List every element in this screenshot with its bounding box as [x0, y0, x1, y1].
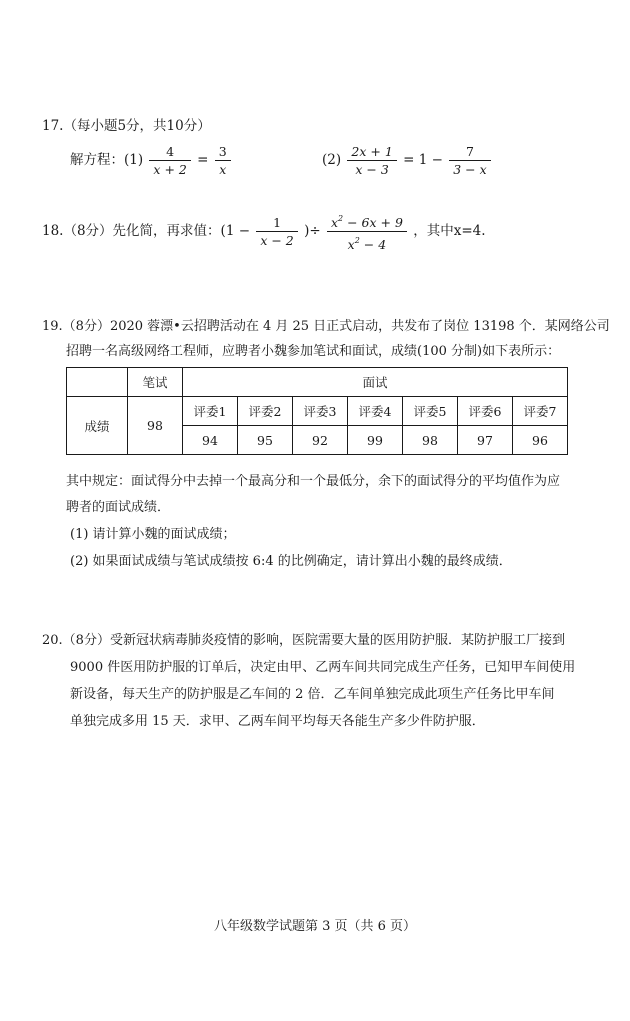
- row-label-score: 成绩: [67, 397, 128, 455]
- q20-line-4: 单独完成多用 15 天．求甲、乙两车间平均每天各能生产多少件防护服．: [70, 714, 485, 729]
- q18-fraction-1: $\frac{1}{x - 2}$: [256, 215, 297, 248]
- score-table: [66, 367, 568, 455]
- judge-score: 98: [403, 426, 458, 455]
- table-row: [67, 397, 568, 426]
- q17-p2-equals: = 1 −: [403, 152, 443, 168]
- q17-p1-equals: =: [197, 152, 209, 168]
- q18-prefix: 18.（8分）先化简，再求值：(1 −: [42, 223, 251, 239]
- judge-header: 评委5: [403, 397, 458, 426]
- q18-suffix: ，其中x=4.: [413, 223, 486, 239]
- q20-line-1: 20.（8分）受新冠状病毒肺炎疫情的影响，医院需要大量的医用防护服．某防护服工厂接到: [42, 633, 565, 648]
- q18-divide: )÷: [304, 223, 321, 239]
- q19-rule-2: 聘者的面试成绩．: [66, 500, 171, 515]
- q19-rule-1: 其中规定：面试得分中去掉一个最高分和一个最低分，余下的面试得分的平均值作为应: [66, 474, 561, 489]
- judge-score: 99: [348, 426, 403, 455]
- written-header: 笔试: [128, 368, 183, 397]
- q19-sub-1: (1) 请计算小魏的面试成绩；: [70, 527, 236, 542]
- q17-lead: 解方程：(1): [70, 152, 144, 168]
- q19-line-2: 招聘一名高级网络工程师，应聘者小魏参加笔试和面试，成绩(100 分制)如下表所示：: [66, 344, 561, 359]
- judge-header: 评委3: [293, 397, 348, 426]
- judge-header: 评委2: [238, 397, 293, 426]
- interview-header: 面试: [183, 368, 568, 397]
- q17-part2: [322, 144, 493, 177]
- table-row: [67, 368, 568, 397]
- judge-header: 评委4: [348, 397, 403, 426]
- q18-fraction-2: $\frac{x^2 - 6x + 9}{x^2 - 4}$: [327, 211, 407, 252]
- q17-p1-lhs-fraction: $\frac{4}{x + 2}$: [149, 144, 190, 177]
- written-score: 98: [128, 397, 183, 455]
- q19-line-1: 19.（8分）2020 蓉漂•云招聘活动在 4 月 25 日正式启动，共发布了岗位 13198 个．某网络公司: [42, 319, 610, 334]
- judge-score: 92: [293, 426, 348, 455]
- table-corner-cell: [67, 368, 128, 397]
- q17-equations: [70, 144, 233, 177]
- judge-header: 评委1: [183, 397, 238, 426]
- q17-p2-lhs-fraction: $\frac{2x + 1}{x - 3}$: [347, 144, 396, 177]
- q20-line-2: 9000 件医用防护服的订单后，决定由甲、乙两车间共同完成生产任务，已知甲车间使用: [70, 660, 576, 675]
- q17-header: 17.（每小题5分，共10分）: [42, 118, 211, 134]
- judge-score: 94: [183, 426, 238, 455]
- judge-header: 评委6: [458, 397, 513, 426]
- judge-score: 96: [513, 426, 568, 455]
- q17-p2-rhs-fraction: $\frac{7}{3 - x}$: [449, 144, 490, 177]
- q20-line-3: 新设备，每天生产的防护服是乙车间的 2 倍．乙车间单独完成此项生产任务比甲车间: [70, 687, 555, 702]
- q18-expression: [42, 211, 486, 252]
- judge-score: 97: [458, 426, 513, 455]
- q19-sub-2: (2) 如果面试成绩与笔试成绩按 6:4 的比例确定，请计算出小魏的最终成绩．: [70, 554, 512, 569]
- judge-score: 95: [238, 426, 293, 455]
- q17-p2-label: (2): [322, 152, 342, 168]
- page-footer: 八年级数学试题第 3 页（共 6 页）: [213, 919, 417, 934]
- q17-p1-rhs-fraction: $\frac{3}{x}$: [215, 144, 231, 177]
- judge-header: 评委7: [513, 397, 568, 426]
